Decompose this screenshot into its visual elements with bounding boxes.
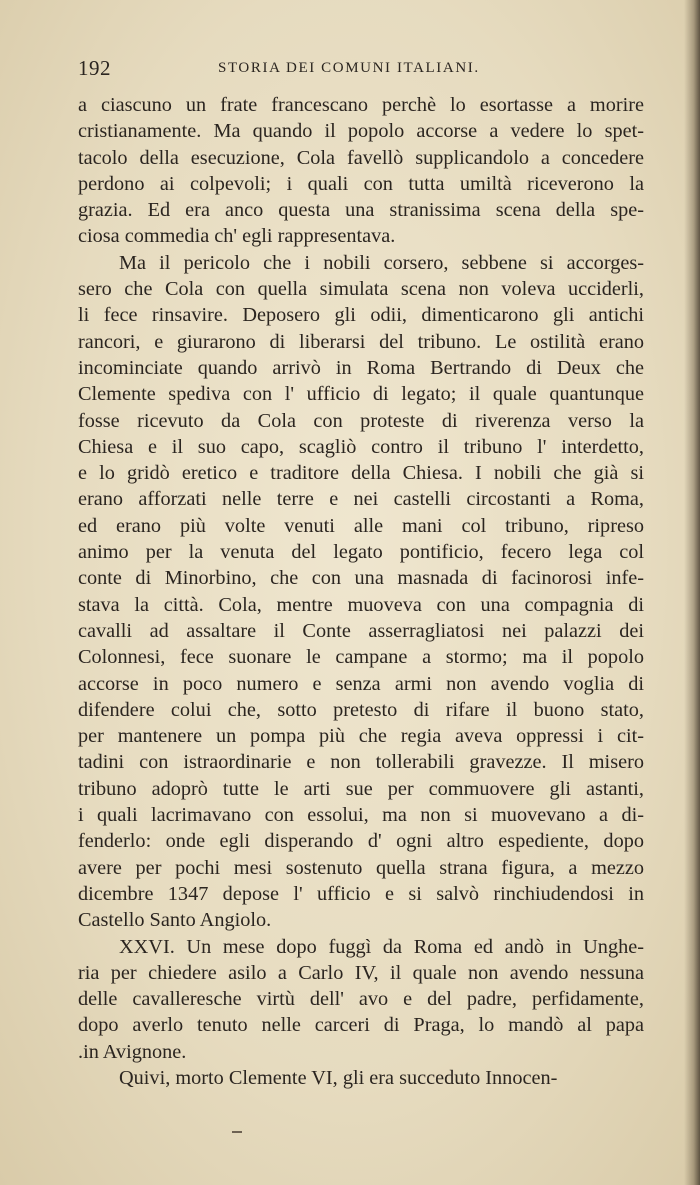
text-line: per mantenere un pompa più che regia aveva oppressi i cit- (78, 725, 644, 748)
running-title: STORIA DEI COMUNI ITALIANI. (218, 60, 480, 76)
text-line: Colonnesi, fece suonare le campane a stormo; ma il popolo (78, 646, 644, 669)
text-line: accorse in poco numero e senza armi non avendo voglia di (78, 672, 644, 695)
text-line: XXVI. Un mese dopo fuggì da Roma ed andò in Unghe- (119, 935, 644, 958)
text-line: sero che Cola con quella simulata scena non voleva ucciderli, (78, 278, 644, 301)
text-line: ed erano più volte venuti alle mani col tribuno, ripreso (78, 514, 644, 537)
text-line: Ma il pericolo che i nobili corsero, sebbene si accorges- (119, 251, 644, 274)
text-line: i quali lacrimavano con essolui, ma non si muovevano a di- (78, 804, 644, 827)
page-header (78, 56, 644, 86)
text-line: ria per chiedere asilo a Carlo IV, il quale non avendo nessuna (78, 961, 644, 984)
text-line: ciosa commedia ch' egli rappresentava. (78, 225, 396, 248)
text-line: a ciascuno un frate francescano perchè lo esortasse a morire (78, 94, 644, 116)
text-line: dicembre 1347 depose l' ufficio e si salvò rinchiudendosi in (78, 882, 644, 905)
body-text (78, 92, 644, 1091)
page-number: 192 (78, 56, 111, 80)
text-line: incominciate quando arrivò in Roma Bertrando di Deux che (78, 356, 644, 379)
text-line: dopo averlo tenuto nelle carceri di Praga, lo mandò al papa (78, 1014, 644, 1037)
page-edge-shadow (684, 0, 700, 1185)
text-line: e lo gridò eretico e traditore della Chiesa. I nobili che già si (78, 462, 644, 485)
text-line: .in Avignone. (78, 1040, 187, 1063)
text-line: stava la città. Cola, mentre muoveva con una compagnia di (78, 593, 644, 616)
text-line: tacolo della esecuzione, Cola favellò supplicandolo a concedere (78, 146, 644, 169)
text-line: delle cavalleresche virtù dell' avo e del padre, perfidamente, (78, 988, 644, 1011)
text-line: li fece rinsavire. Deposero gli odii, dimenticarono gli antichi (78, 304, 644, 327)
text-line: Castello Santo Angiolo. (78, 909, 272, 932)
text-line: erano afforzati nelle terre e nei castelli circostanti a Roma, (78, 488, 644, 511)
bottom-dash-mark (232, 1131, 242, 1133)
text-line: tadini con istraordinarie e non tollerabili gravezze. Il misero (78, 751, 644, 774)
text-line: grazia. Ed era anco questa una stranissima scena della spe- (78, 199, 644, 222)
text-line: Clemente spediva con l' ufficio di legato; il quale quantunque (78, 383, 644, 406)
text-line: perdono ai colpevoli; i quali con tutta umiltà riceverono la (78, 172, 644, 195)
text-line: avere per pochi mesi sostenuto quella strana figura, a mezzo (78, 856, 644, 879)
text-line: Chiesa e il suo capo, scagliò contro il tribuno l' interdetto, (78, 435, 644, 458)
text-line: fenderlo: onde egli disperando d' ogni altro espediente, dopo (78, 830, 644, 853)
paragraph (78, 1065, 644, 1091)
paragraph (78, 250, 644, 934)
text-line: difendere colui che, sotto pretesto di rifare il buono stato, (78, 698, 644, 721)
text-line: rancori, e giurarono di liberarsi del tribuno. Le ostilità erano (78, 330, 644, 353)
text-line: tribuno adoprò tutte le arti sue per commuovere gli astanti, (78, 777, 644, 800)
paragraph (78, 92, 644, 250)
text-line: cavalli ad assaltare il Conte asserragliatosi nei palazzi dei (78, 619, 644, 642)
text-line: fosse ricevuto da Cola con proteste di riverenza verso la (78, 409, 644, 432)
paragraph (78, 934, 644, 1065)
text-line: Quivi, morto Clemente VI, gli era succeduto Innocen- (119, 1066, 558, 1089)
text-line: cristianamente. Ma quando il popolo accorse a vedere lo spet- (78, 120, 644, 143)
text-line: conte di Minorbino, che con una masnada di facinorosi infe- (78, 567, 644, 590)
text-line: animo per la venuta del legato pontificio, fecero lega col (78, 541, 644, 564)
